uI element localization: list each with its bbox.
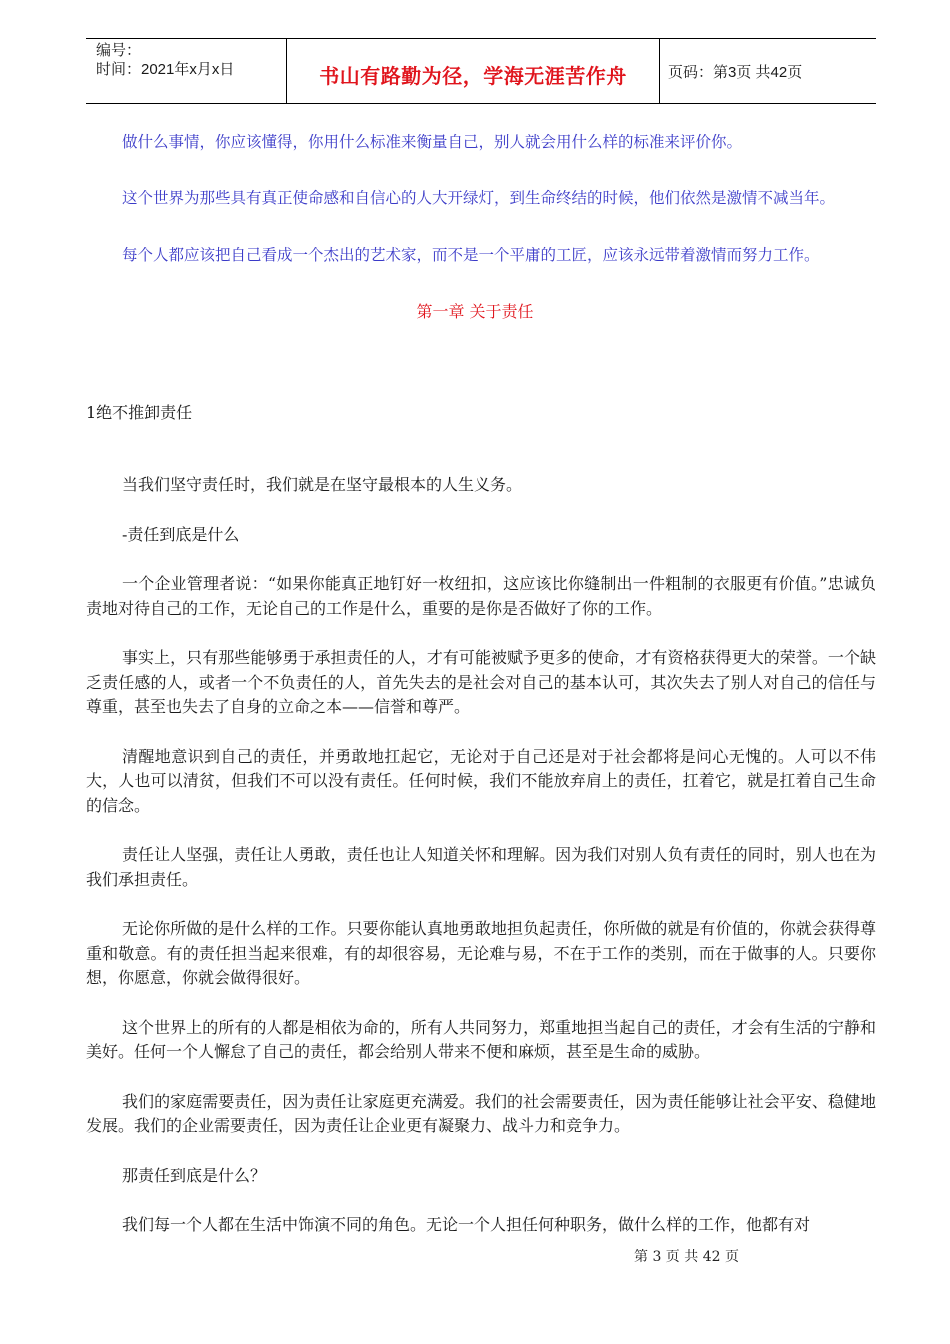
document-header [86,38,876,104]
paragraph: 无论你所做的是什么样的工作。只要你能认真地勇敢地担负起责任，你所做的就是有价值的，你就会获得尊重和敬意。有的责任担当起来很难，有的却很容易，无论难与易，不在于工作的类别，而在于做事的人。只要你想，你愿意，你就会做得很好。 [86,919,876,987]
code-label: 编号： [96,42,142,59]
paragraph: 一个企业管理者说：“如果你能真正地钉好一枚纽扣，这应该比你缝制出一件粗制的衣服更有价值。”忠诚负责地对待自己的工作，无论自己的工作是什么，重要的是你是否做好了你的工作。 [86,574,876,618]
paragraph: 这个世界上的所有的人都是相依为命的，所有人共同努力，郑重地担当起自己的责任，才会有生活的宁静和美好。任何一个人懈怠了自己的责任，都会给别人带来不便和麻烦，甚至是生命的威胁。 [86,1017,876,1061]
time-label: 时间：2021年x月x日 [96,61,235,78]
paragraph: 清醒地意识到自己的责任，并勇敢地扛起它，无论对于自己还是对于社会都将是问心无愧的。人可以不伟大，人也可以清贫，但我们不可以没有责任。任何时候，我们不能放弃肩上的责任，扛着它，就是扛着自己生命的信念。 [86,746,876,815]
paragraph: -责任到底是什么 [122,524,240,544]
paragraph: 事实上，只有那些能够勇于承担责任的人，才有可能被赋予更多的使命，才有资格获得更大的荣誉。一个缺乏责任感的人，或者一个不负责任的人，首先失去的是社会对自己的基本认可，其次失去了别人对自己的信任与尊重，甚至也失去了自身的立命之本——信誉和尊严。 [86,648,876,716]
header-motto-cell [287,39,660,103]
paragraph: 我们每一个人都在生活中饰演不同的角色。无论一个人担任何种职务，做什么样的工作，他都有对 [122,1215,811,1234]
paragraph: 责任让人坚强，责任让人勇敢，责任也让人知道关怀和理解。因为我们对别人负有责任的同时，别人也在为我们承担责任。 [86,845,876,889]
paragraph: 我们的家庭需要责任，因为责任让家庭更充满爱。我们的社会需要责任，因为责任能够让社会平安、稳健地发展。我们的企业需要责任，因为责任让企业更有凝聚力、战斗力和竞争力。 [86,1091,876,1135]
page-footer: 第 3 页 共 42 页 [634,1249,739,1265]
paragraph: 那责任到底是什么？ [122,1165,267,1185]
page-info: 页码：第3页 共42页 [668,63,803,81]
paragraph: 当我们坚守责任时，我们就是在坚守最根本的人生义务。 [122,475,523,494]
header-meta-cell [86,39,287,103]
body-text [86,473,876,1263]
intro-line-2: 这个世界为那些具有真正使命感和自信心的人大开绿灯，到生命终结的时候，他们依然是激情不减当年。 [122,189,836,207]
motto-text: 书山有路勤为径，学海无涯苦作舟 [319,63,627,88]
intro-line-1: 做什么事情，你应该懂得，你用什么标准来衡量自己，别人就会用什么样的标准来评价你。 [122,133,743,151]
section-title: 1绝不推卸责任 [86,403,193,422]
header-page-cell [660,39,876,103]
intro-line-3: 每个人都应该把自己看成一个杰出的艺术家，而不是一个平庸的工匠，应该永远带着激情而努力工作。 [122,246,820,264]
chapter-title: 第一章 关于责任 [416,302,534,321]
